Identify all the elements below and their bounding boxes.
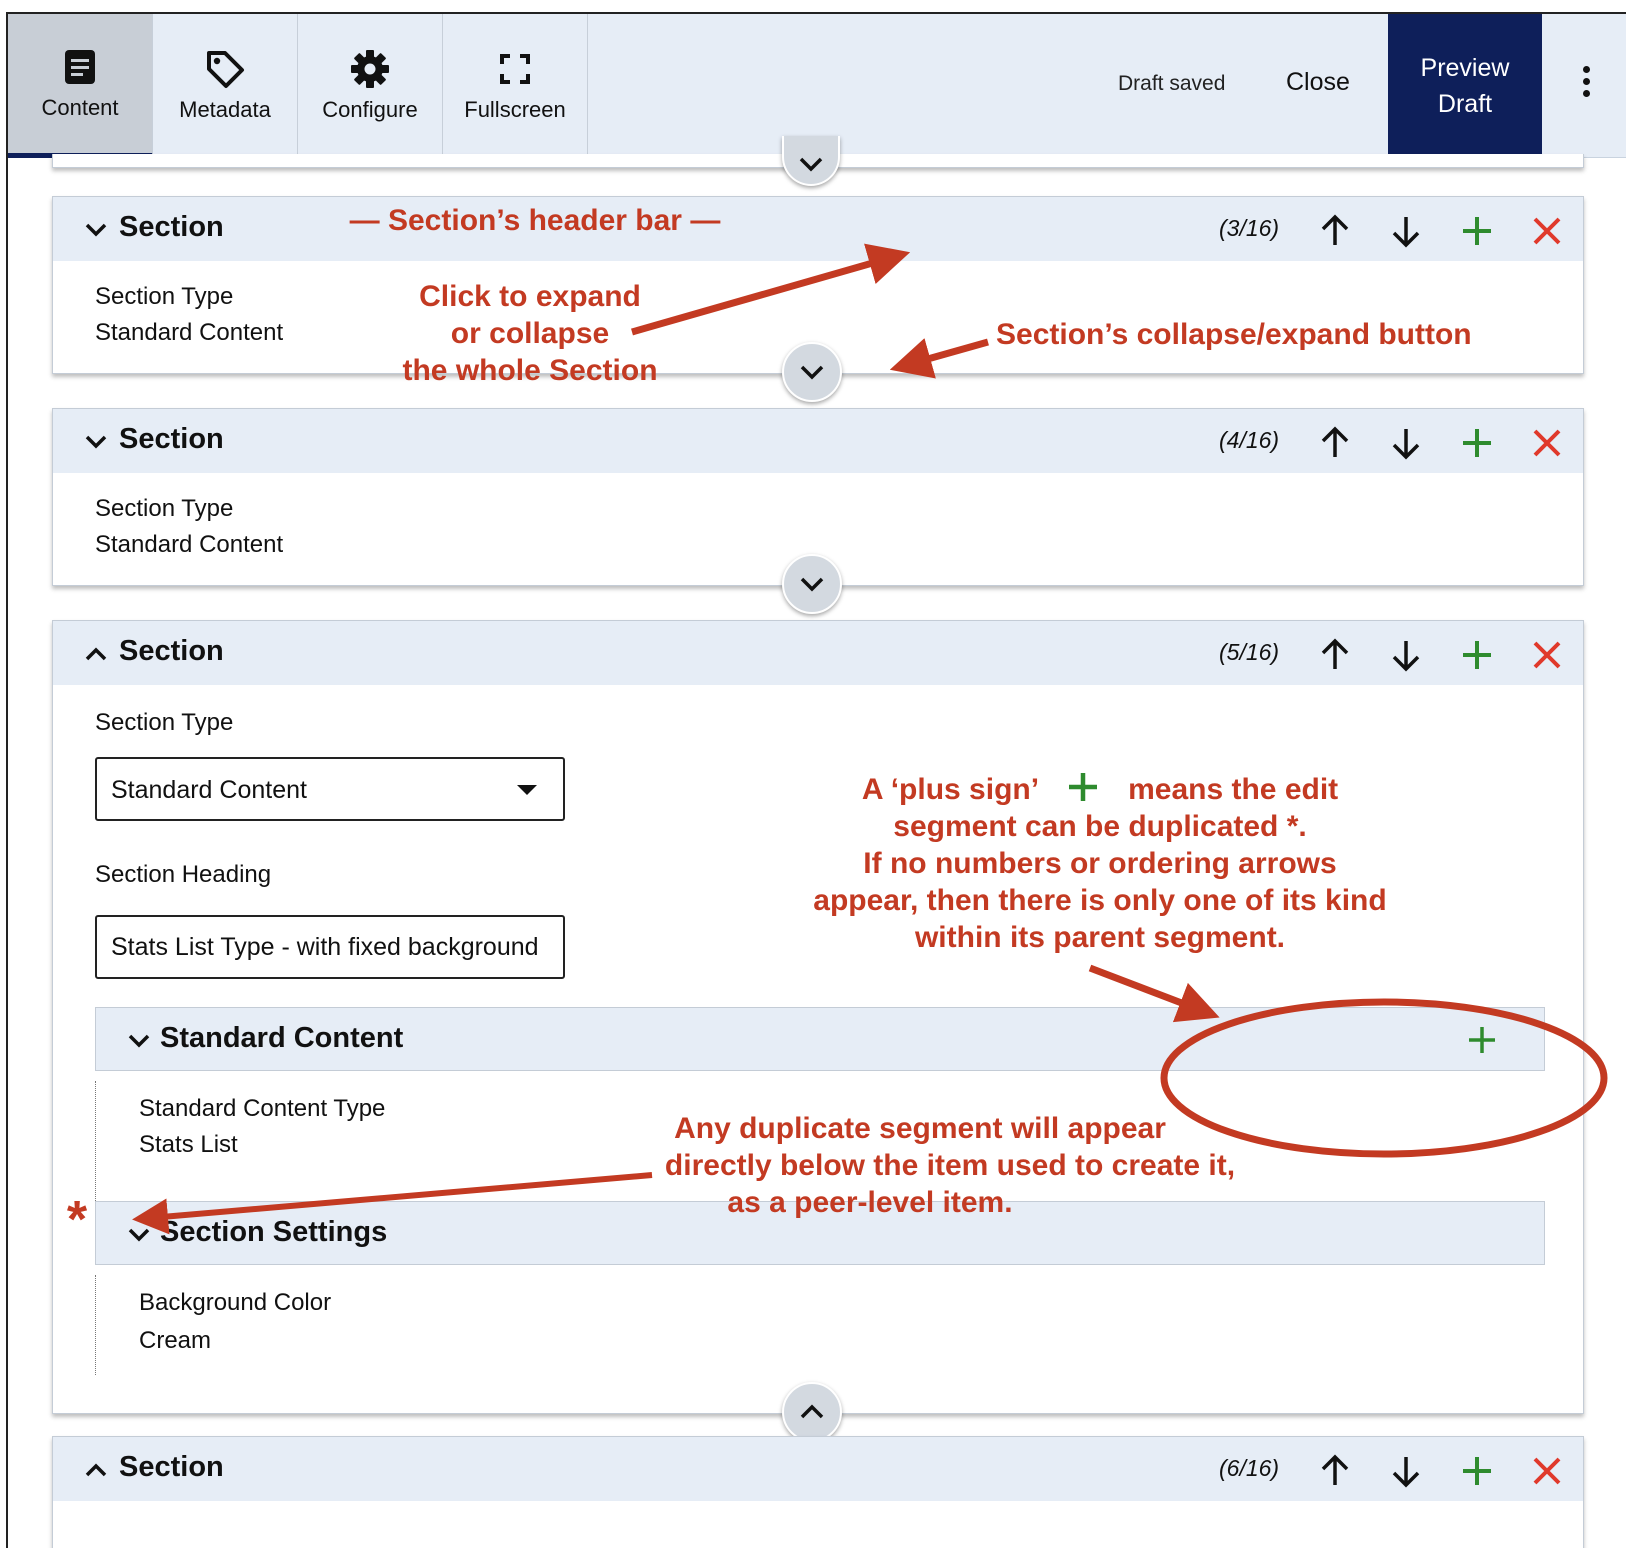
section-type-label: Section Type	[95, 495, 234, 522]
chevron-down-icon	[799, 575, 825, 593]
move-down-icon[interactable]	[1388, 425, 1424, 461]
background-color-label: Background Color	[139, 1289, 332, 1316]
annotation-line: Any duplicate segment will appear	[674, 1112, 1166, 1145]
move-down-icon[interactable]	[1388, 637, 1424, 673]
draft-status: Draft saved	[1118, 72, 1226, 95]
move-up-icon[interactable]	[1317, 637, 1353, 673]
tab-fullscreen-label: Fullscreen	[464, 97, 566, 122]
duplicate-plus-icon[interactable]	[1459, 213, 1495, 249]
section-header-bar[interactable]	[53, 621, 1583, 685]
move-up-icon[interactable]	[1317, 213, 1353, 249]
section-type-value: Standard Content	[95, 319, 284, 346]
subsection-title: Standard Content	[160, 1022, 404, 1054]
tab-metadata-label: Metadata	[179, 97, 271, 122]
move-up-icon[interactable]	[1317, 1453, 1353, 1489]
move-down-icon[interactable]	[1388, 213, 1424, 249]
previous-section-toggle[interactable]	[782, 136, 840, 186]
section-header-bar[interactable]	[53, 197, 1583, 261]
chevron-up-icon	[799, 1403, 825, 1421]
delete-x-icon[interactable]	[1529, 213, 1565, 249]
delete-x-icon[interactable]	[1529, 1453, 1565, 1489]
tab-content-label: Content	[41, 94, 119, 120]
section-title: Section	[119, 1451, 224, 1483]
background-color-value: Cream	[139, 1327, 212, 1354]
annotation-asterisk: *	[66, 1191, 88, 1249]
move-up-icon[interactable]	[1317, 425, 1353, 461]
duplicate-plus-icon[interactable]	[1466, 1024, 1498, 1056]
gear-icon	[350, 49, 390, 89]
section-type-label: Section Type	[95, 283, 234, 310]
annotation-line: directly below the item used to create it,	[664, 1149, 1236, 1182]
duplicate-plus-icon[interactable]	[1459, 637, 1495, 673]
tab-configure[interactable]	[298, 14, 443, 158]
subsection-indent-guide	[95, 1275, 96, 1375]
section-title: Section	[119, 423, 224, 455]
annotation-header-bar: — Section’s header bar —	[349, 204, 721, 237]
chevron-down-icon	[128, 1224, 150, 1246]
fullscreen-icon	[495, 49, 535, 89]
tab-content[interactable]	[8, 14, 153, 158]
subsection-title: Section Settings	[160, 1216, 388, 1248]
section-type-value: Standard Content	[95, 531, 284, 558]
chevron-down-icon	[799, 363, 825, 381]
preview-label-line1: Preview	[1420, 54, 1510, 82]
preview-draft-button[interactable]	[1388, 14, 1542, 158]
annotation-collapse-button: Section’s collapse/expand button	[996, 318, 1472, 351]
annotation-fragment: A ‘plus sign’	[861, 773, 1038, 806]
annotation-line: as a peer-level item.	[727, 1186, 1013, 1219]
section-3-toggle[interactable]	[782, 342, 842, 402]
tab-fullscreen[interactable]	[443, 14, 588, 158]
chevron-down-icon	[128, 1030, 150, 1052]
section-type-select[interactable]	[95, 757, 565, 821]
section-position: (6/16)	[1219, 1455, 1280, 1481]
standard-content-type-value: Stats List	[139, 1131, 238, 1158]
section-position: (5/16)	[1219, 639, 1280, 665]
standard-content-header-bar[interactable]	[95, 1007, 1545, 1071]
document-icon	[60, 47, 100, 87]
more-options-icon[interactable]	[1580, 66, 1592, 106]
chevron-down-icon	[85, 219, 107, 241]
section-5	[52, 620, 1584, 1414]
tag-icon	[205, 49, 245, 89]
section-5-toggle[interactable]	[782, 1382, 842, 1442]
delete-x-icon[interactable]	[1529, 425, 1565, 461]
section-heading-label: Section Heading	[95, 861, 272, 888]
close-button[interactable]: Close	[1286, 68, 1350, 96]
annotation-line: within its parent segment.	[914, 921, 1286, 954]
section-header-bar[interactable]	[53, 1437, 1583, 1501]
section-title: Section	[119, 211, 224, 243]
caret-down-icon	[517, 785, 537, 795]
plus-icon	[1066, 770, 1100, 804]
annotation-click-expand	[380, 278, 680, 389]
annotation-line: or collapse	[450, 317, 610, 350]
duplicate-plus-icon[interactable]	[1459, 1453, 1495, 1489]
move-down-icon[interactable]	[1388, 1453, 1424, 1489]
section-title: Section	[119, 635, 224, 667]
section-type-label: Section Type	[95, 709, 234, 736]
chevron-down-icon	[85, 431, 107, 453]
section-position: (3/16)	[1219, 215, 1280, 241]
section-4-toggle[interactable]	[782, 554, 842, 614]
annotation-line: Click to expand	[419, 280, 641, 313]
tab-metadata[interactable]	[153, 14, 298, 158]
annotation-duplicate	[630, 1110, 1270, 1221]
annotation-line: the whole Section	[402, 354, 658, 387]
section-position: (4/16)	[1219, 427, 1280, 453]
tab-configure-label: Configure	[322, 97, 418, 122]
annotation-line: segment can be duplicated *.	[893, 810, 1307, 843]
duplicate-plus-icon[interactable]	[1459, 425, 1495, 461]
section-heading-input[interactable]: Stats List Type - with fixed background	[95, 915, 565, 979]
annotation-fragment: means the edit	[1128, 773, 1339, 806]
section-header-bar[interactable]	[53, 409, 1583, 473]
preview-label-line2: Draft	[1437, 90, 1493, 118]
annotation-line	[760, 770, 1440, 808]
section-6	[52, 1436, 1584, 1548]
chevron-up-icon	[85, 643, 107, 665]
section-type-selected: Standard Content	[111, 776, 307, 804]
annotation-plus-sign	[760, 770, 1440, 956]
delete-x-icon[interactable]	[1529, 637, 1565, 673]
chevron-up-icon	[85, 1459, 107, 1481]
subsection-indent-guide	[95, 1081, 96, 1201]
chevron-down-icon	[798, 155, 824, 173]
annotation-line: appear, then there is only one of its kind	[813, 884, 1387, 917]
standard-content-type-label: Standard Content Type	[139, 1095, 386, 1122]
annotation-line: If no numbers or ordering arrows	[863, 847, 1337, 880]
